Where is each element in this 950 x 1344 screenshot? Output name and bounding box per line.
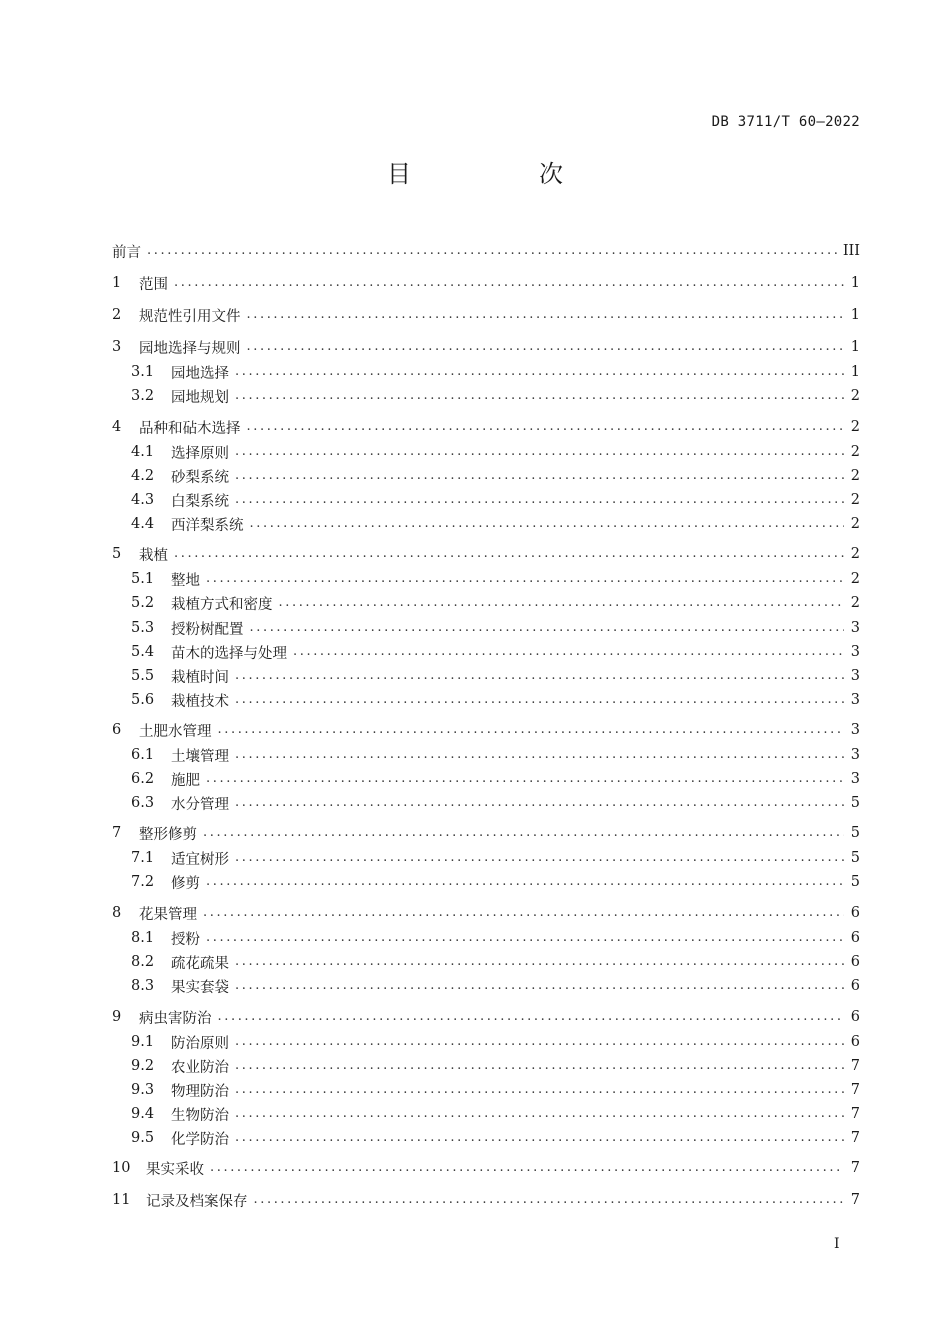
toc-entry-number: 5.1 xyxy=(131,571,155,587)
toc-entry-page: 2 xyxy=(850,468,860,484)
toc-leader-dots xyxy=(247,304,845,326)
toc-entry[interactable] xyxy=(112,240,860,262)
toc-entry-page: 3 xyxy=(850,771,860,787)
toc-entry[interactable] xyxy=(112,543,860,565)
toc-entry-number: 10 xyxy=(112,1160,131,1176)
toc-entry-page: 7 xyxy=(850,1058,860,1074)
toc-entry-number: 9.2 xyxy=(131,1058,155,1074)
toc-entry-label: 适宜树形 xyxy=(171,851,229,868)
toc-entry[interactable] xyxy=(112,272,860,294)
toc-entry-number: 5.2 xyxy=(131,595,155,611)
toc-entry-page: 1 xyxy=(850,307,860,323)
toc-entry-page: 6 xyxy=(850,954,860,970)
toc-entry-page: 2 xyxy=(850,388,860,404)
toc-entry-page: 3 xyxy=(850,722,860,738)
toc-leader-dots xyxy=(174,272,844,294)
toc-entry-page: 3 xyxy=(850,668,860,684)
toc-entry-label: 施肥 xyxy=(171,772,200,789)
toc-leader-dots xyxy=(235,1031,844,1053)
toc-entry-number: 9.3 xyxy=(131,1082,155,1098)
toc-entry-number: 9 xyxy=(112,1009,122,1025)
toc-entry-page: 6 xyxy=(850,930,860,946)
toc-entry-label: 栽植 xyxy=(139,547,168,564)
toc-leader-dots xyxy=(250,513,845,535)
toc-entry[interactable] xyxy=(131,975,860,997)
toc-leader-dots xyxy=(250,617,845,639)
toc-entry-page: 6 xyxy=(850,1034,860,1050)
toc-entry[interactable] xyxy=(131,768,860,790)
toc-leader-dots xyxy=(254,1189,845,1211)
toc-entry[interactable] xyxy=(131,641,860,663)
toc-entry[interactable] xyxy=(131,465,860,487)
toc-entry-label: 园地规划 xyxy=(171,389,229,406)
toc-entry-page: 6 xyxy=(850,1009,860,1025)
toc-entry-label: 范围 xyxy=(139,276,168,293)
toc-entry-number: 6.2 xyxy=(131,771,155,787)
toc-entry-number: 5.5 xyxy=(131,668,155,684)
toc-entry-number: 9.4 xyxy=(131,1106,155,1122)
toc-entry[interactable] xyxy=(112,1189,860,1211)
toc-entry[interactable] xyxy=(131,1103,860,1125)
toc-entry-number: 4.1 xyxy=(131,444,155,460)
toc-entry-label: 园地选择与规则 xyxy=(139,340,241,357)
toc-entry-page: 3 xyxy=(850,644,860,660)
toc-leader-dots xyxy=(235,975,844,997)
toc-entry-page: 3 xyxy=(850,692,860,708)
toc-entry[interactable] xyxy=(112,822,860,844)
toc-entry-label: 病虫害防治 xyxy=(139,1010,212,1027)
toc-entry-page: 5 xyxy=(850,850,860,866)
toc-entry-number: 3 xyxy=(112,339,122,355)
page-folio: I xyxy=(834,1236,840,1252)
toc-entry[interactable] xyxy=(112,416,860,438)
toc-entry-label: 规范性引用文件 xyxy=(139,308,241,325)
toc-entry-page: 2 xyxy=(850,492,860,508)
toc-leader-dots xyxy=(218,719,845,741)
toc-entry-page: 6 xyxy=(850,978,860,994)
toc-entry-label: 生物防治 xyxy=(171,1107,229,1124)
toc-entry-label: 化学防治 xyxy=(171,1131,229,1148)
toc-entry[interactable] xyxy=(112,1157,860,1179)
toc-entry[interactable] xyxy=(131,385,860,407)
toc-leader-dots xyxy=(203,822,844,844)
toc-entry-page: 5 xyxy=(850,874,860,890)
toc-entry[interactable] xyxy=(112,719,860,741)
toc-entry[interactable] xyxy=(131,665,860,687)
toc-entry-number: 6 xyxy=(112,722,122,738)
toc-entry-number: 5.3 xyxy=(131,620,155,636)
toc-entry-number: 9.5 xyxy=(131,1130,155,1146)
toc-entry-number: 7.2 xyxy=(131,874,155,890)
toc-entry-page: 7 xyxy=(850,1082,860,1098)
toc-entry-number: 8 xyxy=(112,905,122,921)
toc-entry-number: 7 xyxy=(112,825,122,841)
toc-entry-label: 水分管理 xyxy=(171,796,229,813)
toc-entry-number: 4 xyxy=(112,419,122,435)
toc-leader-dots xyxy=(235,847,844,869)
toc-entry-page: 7 xyxy=(850,1160,860,1176)
toc-leader-dots xyxy=(235,361,844,383)
toc-leader-dots xyxy=(235,441,844,463)
toc-entry[interactable] xyxy=(131,744,860,766)
toc-entry-label: 栽植方式和密度 xyxy=(171,596,273,613)
toc-entry-page: 5 xyxy=(850,825,860,841)
toc-entry[interactable] xyxy=(112,336,860,358)
toc-entry[interactable] xyxy=(131,1079,860,1101)
toc-leader-dots xyxy=(293,641,844,663)
toc-entry[interactable] xyxy=(112,304,860,326)
toc-leader-dots xyxy=(235,385,844,407)
toc-entry-number: 11 xyxy=(112,1192,131,1208)
toc-leader-dots xyxy=(235,665,844,687)
toc-entry-number: 1 xyxy=(112,275,122,291)
toc-entry-page: 2 xyxy=(850,571,860,587)
toc-entry-label: 栽植技术 xyxy=(171,693,229,710)
toc-entry-page: 1 xyxy=(850,339,860,355)
toc-entry-label: 果实套袋 xyxy=(171,979,229,996)
toc-entry[interactable] xyxy=(112,902,860,924)
toc-entry[interactable] xyxy=(131,592,860,614)
toc-entry-label: 整形修剪 xyxy=(139,826,197,843)
toc-leader-dots xyxy=(235,744,844,766)
toc-leader-dots xyxy=(203,902,844,924)
document-code: DB 3711/T 60—2022 xyxy=(711,114,860,130)
toc-entry-page: 3 xyxy=(850,620,860,636)
toc-entry-page: 1 xyxy=(850,364,860,380)
toc-entry-page: 2 xyxy=(850,516,860,532)
toc-entry-label: 记录及档案保存 xyxy=(146,1193,248,1210)
toc-entry[interactable] xyxy=(131,617,860,639)
toc-entry-number: 8.2 xyxy=(131,954,155,970)
toc-entry[interactable] xyxy=(131,689,860,711)
toc-entry-number: 6.1 xyxy=(131,747,155,763)
toc-leader-dots xyxy=(174,543,844,565)
toc-entry-number: 2 xyxy=(112,307,122,323)
toc-entry-number: 5 xyxy=(112,546,122,562)
toc-entry-number: 4.3 xyxy=(131,492,155,508)
toc-entry[interactable] xyxy=(131,1127,860,1149)
toc-entry-label: 果实采收 xyxy=(146,1161,204,1178)
toc-entry-label: 土肥水管理 xyxy=(139,723,212,740)
toc-entry-label: 选择原则 xyxy=(171,445,229,462)
toc-leader-dots xyxy=(206,927,844,949)
toc-entry-number: 9.1 xyxy=(131,1034,155,1050)
toc-entry-label: 防治原则 xyxy=(171,1035,229,1052)
toc-leader-dots xyxy=(235,689,844,711)
toc-entry-number: 3.1 xyxy=(131,364,155,380)
toc-leader-dots xyxy=(235,465,844,487)
toc-entry-page: 7 xyxy=(850,1106,860,1122)
toc-entry-label: 西洋梨系统 xyxy=(171,517,244,534)
toc-entry[interactable] xyxy=(131,441,860,463)
toc-entry-page: III xyxy=(842,243,860,259)
toc-leader-dots xyxy=(147,240,837,262)
toc-entry-page: 7 xyxy=(850,1130,860,1146)
toc-entry-number: 4.4 xyxy=(131,516,155,532)
toc-leader-dots xyxy=(235,951,844,973)
toc-entry-number: 6.3 xyxy=(131,795,155,811)
toc-entry-label: 疏花疏果 xyxy=(171,955,229,972)
toc-entry-label: 苗木的选择与处理 xyxy=(171,645,287,662)
toc-entry-number: 3.2 xyxy=(131,388,155,404)
toc-entry-number: 8.1 xyxy=(131,930,155,946)
toc-leader-dots xyxy=(235,1055,844,1077)
toc-leader-dots xyxy=(235,792,844,814)
toc-entry-page: 2 xyxy=(850,444,860,460)
toc-entry-label: 白梨系统 xyxy=(171,493,229,510)
toc-leader-dots xyxy=(235,1127,844,1149)
toc-entry-label: 花果管理 xyxy=(139,906,197,923)
toc-entry[interactable] xyxy=(131,1031,860,1053)
toc-entry-page: 6 xyxy=(850,905,860,921)
toc-entry[interactable] xyxy=(131,361,860,383)
toc-entry-label: 品种和砧木选择 xyxy=(139,420,241,437)
toc-entry[interactable] xyxy=(131,1055,860,1077)
toc-entry-page: 5 xyxy=(850,795,860,811)
toc-entry[interactable] xyxy=(112,1006,860,1028)
toc-entry-page: 7 xyxy=(850,1192,860,1208)
toc-entry-label: 修剪 xyxy=(171,875,200,892)
toc-leader-dots xyxy=(235,489,844,511)
page-title: 目 次 xyxy=(387,160,615,188)
toc-entry-number: 5.6 xyxy=(131,692,155,708)
toc-entry-page: 2 xyxy=(850,546,860,562)
toc-leader-dots xyxy=(247,336,845,358)
toc-leader-dots xyxy=(210,1157,844,1179)
toc-leader-dots xyxy=(247,416,845,438)
toc-entry-label: 农业防治 xyxy=(171,1059,229,1076)
toc-entry-number: 4.2 xyxy=(131,468,155,484)
toc-entry-label: 授粉树配置 xyxy=(171,621,244,638)
toc-entry-page: 3 xyxy=(850,747,860,763)
toc-entry[interactable] xyxy=(131,871,860,893)
toc-entry[interactable] xyxy=(131,792,860,814)
toc-entry-label: 整地 xyxy=(171,572,200,589)
toc-entry-label: 园地选择 xyxy=(171,365,229,382)
toc-leader-dots xyxy=(235,1079,844,1101)
toc-entry[interactable] xyxy=(131,847,860,869)
toc-entry-label: 授粉 xyxy=(171,931,200,948)
toc-entry[interactable] xyxy=(131,927,860,949)
toc-entry[interactable] xyxy=(131,951,860,973)
toc-entry-page: 2 xyxy=(850,595,860,611)
toc-entry-number: 8.3 xyxy=(131,978,155,994)
toc-entry-label: 物理防治 xyxy=(171,1083,229,1100)
toc-leader-dots xyxy=(206,871,844,893)
toc-entry-label: 栽植时间 xyxy=(171,669,229,686)
toc-entry[interactable] xyxy=(131,489,860,511)
toc-entry-number: 5.4 xyxy=(131,644,155,660)
toc-entry-number: 7.1 xyxy=(131,850,155,866)
toc-entry-label: 砂梨系统 xyxy=(171,469,229,486)
toc-entry-label: 前言 xyxy=(112,244,141,261)
toc-leader-dots xyxy=(218,1006,845,1028)
toc-entry-label: 土壤管理 xyxy=(171,748,229,765)
toc-leader-dots xyxy=(279,592,845,614)
toc-leader-dots xyxy=(206,768,844,790)
toc-leader-dots xyxy=(206,568,844,590)
toc-entry-page: 1 xyxy=(850,275,860,291)
toc-entry-page: 2 xyxy=(850,419,860,435)
toc-leader-dots xyxy=(235,1103,844,1125)
toc-entry[interactable] xyxy=(131,513,860,535)
toc-entry[interactable] xyxy=(131,568,860,590)
